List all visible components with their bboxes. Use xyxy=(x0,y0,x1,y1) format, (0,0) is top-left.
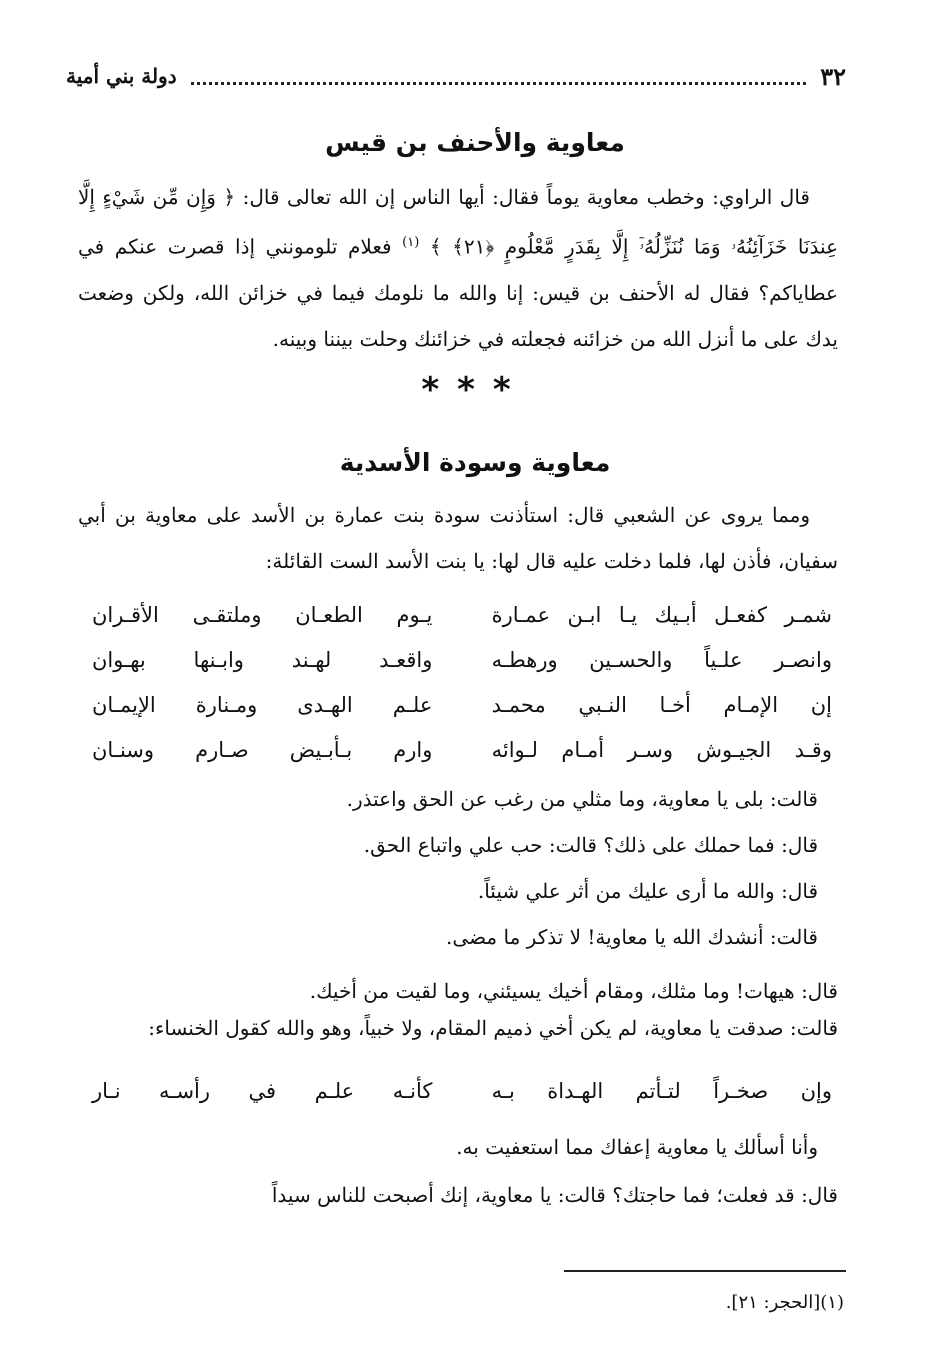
section-title-sawda: معاوية وسودة الأسدية xyxy=(339,448,611,477)
quran-verse: وَإِن مِّن شَيْءٍ إِلَّا عِندَنَا خَزَآئِنُهُۥ وَمَا نُنَزِّلُهُۥٓ إِلَّا بِقَدَرٍ مَّعْلُومٍ ﴿٢١﴾ xyxy=(78,185,839,259)
footnote-reference: (١) xyxy=(402,235,420,250)
dialogue-line: قال: والله ما أرى عليك من أثر علي شيئاً. xyxy=(477,879,818,903)
paragraph-text: ومما يروى عن الشعبي قال: استأذنت سودة بنت عمارة بن الأسد على معاوية بن أبي سفيان، فأذن لها، فلما دخلت عليه قال لها: يا بنت الأسد الست القائلة: xyxy=(78,503,838,573)
verse-line xyxy=(92,637,832,682)
verse-line xyxy=(92,1068,832,1113)
dialogue-line: قالت: أنشدك الله يا معاوية! لا تذكر ما مضى. xyxy=(446,925,818,949)
verse-first-half: وانصـر علـياً والحسـين ورهطـه xyxy=(491,647,832,672)
verse-first-half: وإن صخـراً لتـأتم الهـداة بـه xyxy=(491,1078,832,1103)
verse-second-half: واقعـد لهـند وابـنها بهـوان xyxy=(92,647,433,672)
dialogue-line: قالت: بلى يا معاوية، وما مثلي من رغب عن الحق واعتذر. xyxy=(346,787,818,811)
section-title-ahnaf: معاوية والأحنف بن قيس xyxy=(325,128,625,157)
dialogue-block-end xyxy=(92,1124,818,1170)
paragraph-text xyxy=(78,174,838,362)
verse-second-half: علـم الهـدى ومـنارة الإيمـان xyxy=(92,692,433,717)
verse-first-half: شمـر كفعـل أبـيك يـا ابـن عمـارة xyxy=(491,602,832,627)
page-number: ٣٢ xyxy=(820,61,846,91)
paragraph-rest: فعلام تلومونني إذا قصرت عنكم في عطاياكم؟ فقال له الأحنف بن قيس: إنا والله ما نلومك فيما في خزائن الله، ولكن وضعت يدك على ما أنزل الله من خزائنه فجعلته في خزائنك وحلت بيننا وبينه. xyxy=(78,234,838,351)
running-title: دولة بني أمية xyxy=(66,64,177,88)
paragraph-ahnaf xyxy=(78,174,838,362)
paragraph-sawda-intro xyxy=(78,492,838,584)
verse-line xyxy=(92,592,832,637)
footnote-divider xyxy=(564,1270,846,1272)
verse-second-half: يـوم الطعـان وملتقـى الأقـران xyxy=(92,602,433,627)
footnote: (١)[الحجر: ٢١]. xyxy=(725,1292,844,1313)
verse-line xyxy=(92,727,832,772)
verse-first-half: إن الإمـام أخـا النـبي محمـد xyxy=(491,692,832,717)
dotted-leader xyxy=(191,68,807,85)
verse-second-half: كأنـه علـم في رأسـه نـار xyxy=(92,1078,433,1103)
dialogue-line: قال: فما حملك على ذلك؟ قالت: حب علي واتباع الحق. xyxy=(363,833,818,857)
verse-first-half: وقـد الجيـوش وسـر أمـام لـوائه xyxy=(491,737,832,762)
section-separator: *** xyxy=(421,370,529,410)
verse-second-half: وارم بـأبـيض صـارم وسنـان xyxy=(92,737,433,762)
dialogue-line: وأنا أسألك يا معاوية إعفاك مما استعفيت به. xyxy=(456,1135,818,1159)
quran-close: ﴾ xyxy=(429,234,442,259)
dialogue-line: قال: هيهات! وما مثلك، ومقام أخيك يسيئني، وما لقيت من أخيك. xyxy=(309,978,838,1003)
dialogue-line: قال: قد فعلت؛ فما حاجتك؟ قالت: يا معاوية، إنك أصبحت للناس سيداً xyxy=(271,1182,838,1207)
dialogue-continuation xyxy=(98,972,838,1046)
paragraph-intro: قال الراوي: وخطب معاوية يوماً فقال: أيها الناس إن الله تعالى قال: ﴿ xyxy=(223,185,810,209)
poem-block xyxy=(92,592,832,772)
running-header xyxy=(66,58,846,94)
poem-block-khansa xyxy=(92,1068,832,1113)
verse-line xyxy=(92,682,832,727)
dialogue-last xyxy=(98,1176,838,1213)
dialogue-block xyxy=(92,776,818,960)
dialogue-line: قالت: صدقت يا معاوية، لم يكن أخي ذميم المقام، ولا خبياً، وهو والله كقول الخنساء: xyxy=(148,1015,838,1040)
